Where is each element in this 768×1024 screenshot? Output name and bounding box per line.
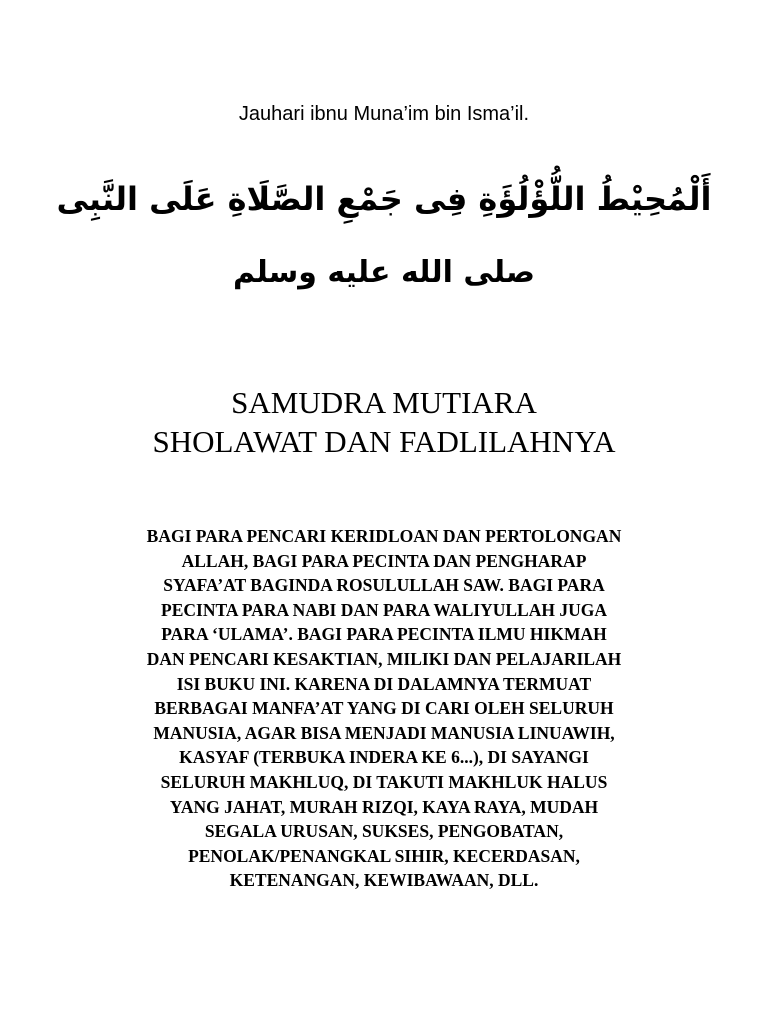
author-line: Jauhari ibnu Muna’im bin Isma’il. — [238, 103, 530, 125]
description-line: SEGALA URUSAN, SUKSES, PENGOBATAN, — [204, 821, 564, 842]
description-line: PENOLAK/PENANGKAL SIHIR, KECERDASAN, — [188, 845, 580, 866]
title-line: SHOLAWAT DAN FADLILAHNYA — [152, 424, 616, 459]
description-line: BERBAGAI MANFA’AT YANG DI CARI OLEH SELURUH — [154, 698, 614, 719]
description-line: PECINTA PARA NABI DAN PARA WALIYULLAH JUGA — [161, 599, 607, 620]
description-line: KASYAF (TERBUKA INDERA KE 6...), DI SAYANGI — [179, 747, 589, 768]
arabic-title: أَلْمُحِيْطُ اللُّؤْلُؤَةِ فِى جَمْعِ الصَّلَاةِ عَلَى النَّبِى — [56, 180, 712, 218]
arabic-salawat: صلى الله عليه وسلم — [232, 255, 535, 290]
description-line: KETENANGAN, KEWIBAWAAN, DLL. — [229, 870, 539, 891]
description-line: SYAFA’AT BAGINDA ROSULULLAH SAW. BAGI PARA — [163, 575, 605, 596]
description-line: YANG JAHAT, MURAH RIZQI, KAYA RAYA, MUDAH — [169, 796, 599, 817]
book-title — [0, 383, 768, 461]
description-paragraph — [0, 524, 768, 893]
description-line: BAGI PARA PENCARI KERIDLOAN DAN PERTOLONGAN — [146, 526, 622, 546]
description-line: PARA ‘ULAMA’. BAGI PARA PECINTA ILMU HIKMAH — [161, 624, 607, 645]
description-line: ALLAH, BAGI PARA PECINTA DAN PENGHARAP — [181, 550, 587, 571]
description-line: ISI BUKU INI. KARENA DI DALAMNYA TERMUAT — [176, 673, 592, 694]
description-line: DAN PENCARI KESAKTIAN, MILIKI DAN PELAJARILAH — [146, 648, 622, 669]
title-line: SAMUDRA MUTIARA — [231, 385, 537, 420]
description-line: SELURUH MAKHLUQ, DI TAKUTI MAKHLUK HALUS — [160, 771, 608, 792]
description-line: MANUSIA, AGAR BISA MENJADI MANUSIA LINUAWIH, — [153, 722, 615, 743]
